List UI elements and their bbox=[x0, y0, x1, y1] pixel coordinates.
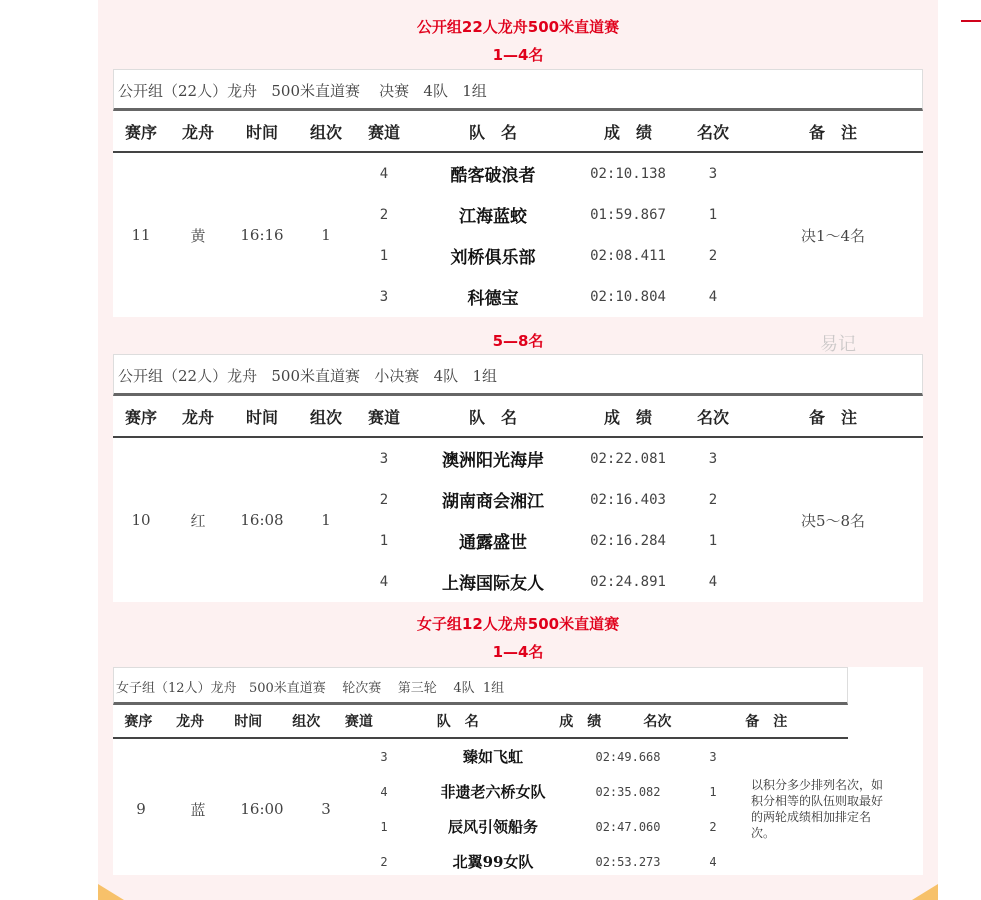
column-header: 成 绩 bbox=[603, 407, 652, 427]
cell-rank: 4 bbox=[708, 573, 718, 590]
cell-result: 02:47.060 bbox=[595, 819, 661, 834]
column-header: 成 绩 bbox=[559, 714, 602, 730]
red-dash bbox=[961, 20, 981, 22]
cell-result: 02:35.082 bbox=[595, 784, 661, 799]
table-body bbox=[113, 438, 923, 602]
table-row bbox=[355, 153, 743, 194]
cell-result: 02:10.804 bbox=[590, 288, 666, 305]
cell-result: 02:10.138 bbox=[590, 165, 666, 182]
table-body bbox=[113, 739, 923, 879]
column-header: 备 注 bbox=[808, 122, 857, 142]
column-header: 成 绩 bbox=[603, 122, 652, 142]
section-title: 女子组12人龙舟500米直道赛 bbox=[416, 615, 620, 633]
cell-lane: 4 bbox=[380, 784, 388, 799]
table-row bbox=[355, 276, 743, 317]
cell-lane: 1 bbox=[379, 247, 389, 264]
watermark: 易记 bbox=[820, 334, 856, 355]
cell-rank: 4 bbox=[708, 288, 718, 305]
cell-team: 江海蓝蛟 bbox=[459, 207, 527, 227]
table-row bbox=[355, 739, 743, 774]
cell-team: 科德宝 bbox=[467, 289, 519, 309]
cell-result: 02:08.411 bbox=[590, 247, 666, 264]
cell-rank: 3 bbox=[708, 165, 718, 182]
section-title: 公开组22人龙舟500米直道赛 bbox=[416, 18, 620, 36]
cell-lane: 4 bbox=[379, 573, 389, 590]
section-subtitle: 1—4名 bbox=[492, 643, 544, 661]
cell-lane: 3 bbox=[379, 288, 389, 305]
cell-team: 澳洲阳光海岸 bbox=[442, 451, 544, 471]
column-header: 名次 bbox=[696, 407, 729, 427]
table-row bbox=[355, 235, 743, 276]
column-header: 赛道 bbox=[367, 122, 400, 142]
column-header: 赛序 bbox=[124, 122, 157, 142]
table-row bbox=[355, 561, 743, 602]
table-row bbox=[355, 438, 743, 479]
cell-result: 02:53.273 bbox=[595, 854, 661, 869]
table-row bbox=[355, 774, 743, 809]
column-header: 赛道 bbox=[367, 407, 400, 427]
table-row bbox=[355, 844, 743, 879]
column-header: 龙舟 bbox=[176, 714, 205, 730]
cell-time: 16:00 bbox=[240, 800, 284, 818]
cell-lane: 2 bbox=[379, 206, 389, 223]
cell-team: 辰风引领船务 bbox=[447, 818, 538, 836]
column-header: 时间 bbox=[245, 407, 278, 427]
cell-seq: 11 bbox=[131, 226, 151, 244]
results-table bbox=[113, 69, 923, 317]
cell-note: 决1～4名 bbox=[800, 226, 866, 245]
cell-group: 3 bbox=[321, 800, 331, 818]
table-caption: 公开组（22人）龙舟 500米直道赛 小决赛 4队 1组 bbox=[113, 354, 923, 396]
column-header: 龙舟 bbox=[181, 407, 214, 427]
column-header: 时间 bbox=[245, 122, 278, 142]
cell-group: 1 bbox=[321, 511, 331, 529]
table-header bbox=[113, 705, 848, 739]
cell-result: 02:16.403 bbox=[590, 491, 666, 508]
cell-team: 北翼99女队 bbox=[452, 853, 534, 871]
cell-team: 湖南商会湘江 bbox=[442, 492, 544, 512]
cell-team: 上海国际友人 bbox=[442, 574, 544, 594]
cell-note: 决5～8名 bbox=[800, 511, 866, 530]
table-caption: 女子组（12人）龙舟 500米直道赛 轮次赛 第三轮 4队 1组 bbox=[113, 667, 848, 705]
table-caption: 公开组（22人）龙舟 500米直道赛 决赛 4队 1组 bbox=[113, 69, 923, 111]
table-row bbox=[355, 809, 743, 844]
cell-boat: 蓝 bbox=[190, 800, 206, 819]
corner-right bbox=[912, 884, 938, 900]
cell-lane: 3 bbox=[380, 749, 388, 764]
column-header: 组次 bbox=[309, 122, 342, 142]
column-header: 名次 bbox=[643, 714, 672, 730]
column-header: 名次 bbox=[696, 122, 729, 142]
table-body bbox=[113, 153, 923, 317]
cell-group: 1 bbox=[321, 226, 331, 244]
table-header bbox=[113, 111, 923, 153]
cell-boat: 黄 bbox=[190, 226, 206, 245]
cell-seq: 10 bbox=[131, 511, 151, 529]
cell-result: 02:16.284 bbox=[590, 532, 666, 549]
cell-rank: 2 bbox=[708, 491, 718, 508]
results-table bbox=[113, 667, 923, 875]
column-header: 备 注 bbox=[808, 407, 857, 427]
cell-time: 16:08 bbox=[240, 511, 284, 529]
cell-boat: 红 bbox=[190, 511, 206, 530]
cell-result: 02:22.081 bbox=[590, 450, 666, 467]
column-header: 组次 bbox=[309, 407, 342, 427]
column-header: 时间 bbox=[234, 714, 263, 730]
column-header: 龙舟 bbox=[181, 122, 214, 142]
cell-team: 酷客破浪者 bbox=[450, 166, 536, 186]
cell-note: 以积分多少排列名次，如积分相等的队伍则取最好的两轮成绩相加排定名次。 bbox=[751, 778, 884, 840]
cell-team: 刘桥俱乐部 bbox=[450, 248, 536, 268]
cell-rank: 2 bbox=[708, 247, 718, 264]
cell-time: 16:16 bbox=[240, 226, 284, 244]
column-header: 队 名 bbox=[436, 714, 479, 730]
cell-rank: 3 bbox=[708, 450, 718, 467]
cell-lane: 1 bbox=[379, 532, 389, 549]
cell-lane: 2 bbox=[380, 854, 388, 869]
cell-lane: 2 bbox=[379, 491, 389, 508]
column-header: 赛道 bbox=[344, 714, 373, 730]
cell-team: 通露盛世 bbox=[459, 533, 527, 553]
cell-rank: 4 bbox=[709, 854, 717, 869]
section-subtitle: 1—4名 bbox=[492, 46, 544, 64]
cell-rank: 1 bbox=[708, 206, 718, 223]
cell-result: 02:24.891 bbox=[590, 573, 666, 590]
corner-left bbox=[98, 884, 124, 900]
column-header: 队 名 bbox=[468, 122, 517, 142]
table-row bbox=[355, 479, 743, 520]
cell-rank: 2 bbox=[709, 819, 717, 834]
cell-seq: 9 bbox=[136, 800, 146, 818]
cell-lane: 3 bbox=[379, 450, 389, 467]
cell-lane: 1 bbox=[380, 819, 388, 834]
table-row bbox=[355, 520, 743, 561]
cell-lane: 4 bbox=[379, 165, 389, 182]
cell-result: 01:59.867 bbox=[590, 206, 666, 223]
section-subtitle: 5—8名 bbox=[492, 332, 544, 350]
cell-rank: 3 bbox=[709, 749, 717, 764]
results-table bbox=[113, 354, 923, 602]
column-header: 组次 bbox=[292, 714, 321, 730]
column-header: 赛序 bbox=[124, 714, 153, 730]
column-header: 赛序 bbox=[124, 407, 157, 427]
cell-team: 臻如飞虹 bbox=[462, 748, 523, 766]
cell-rank: 1 bbox=[708, 532, 718, 549]
cell-team: 非遗老六桥女队 bbox=[440, 783, 546, 801]
cell-result: 02:49.668 bbox=[595, 749, 661, 764]
cell-rank: 1 bbox=[709, 784, 717, 799]
table-row bbox=[355, 194, 743, 235]
column-header: 备 注 bbox=[745, 714, 788, 730]
table-header bbox=[113, 396, 923, 438]
column-header: 队 名 bbox=[468, 407, 517, 427]
